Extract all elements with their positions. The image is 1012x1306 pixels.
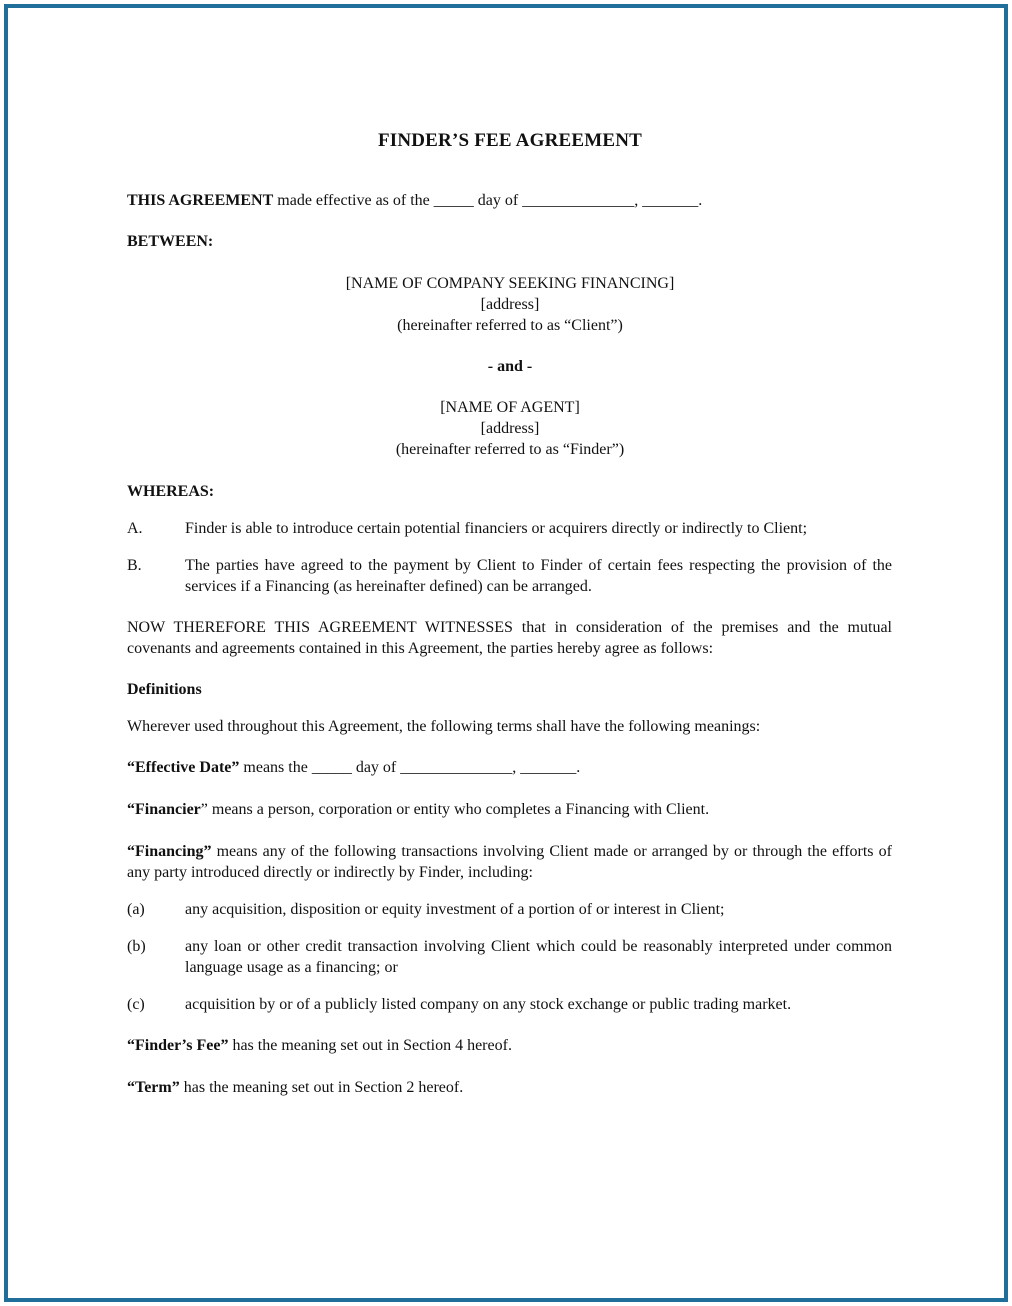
definition-text: means the _____ day of ______________, _______. — [239, 759, 581, 776]
finder-reference: (hereinafter referred to as “Finder”) — [395, 441, 625, 458]
financing-item-marker: (c) — [127, 996, 145, 1013]
financing-item-text: any acquisition, disposition or equity investment of a portion of or interest in Client; — [185, 901, 725, 918]
definition-effective-date — [127, 757, 892, 778]
recital-text: The parties have agreed to the payment by Client to Finder of certain fees respecting the provision of the services if a Financing (as hereinafter defined) can be arranged. — [185, 557, 892, 595]
definition-term: “Finder’s Fee” — [127, 1037, 229, 1054]
definition-term: “Financing” — [127, 843, 212, 860]
finder-address: [address] — [480, 420, 540, 437]
intro-lead: THIS AGREEMENT — [127, 192, 274, 209]
definition-term-def — [127, 1077, 892, 1098]
definition-financier — [127, 799, 892, 820]
financing-item-marker: (b) — [127, 938, 146, 955]
finder-name: [NAME OF AGENT] — [440, 399, 580, 416]
definition-term: “Effective Date” — [127, 759, 240, 776]
definition-text: has the meaning set out in Section 4 hereof. — [228, 1037, 512, 1054]
between-label: BETWEEN: — [127, 233, 214, 250]
definitions-intro: Wherever used throughout this Agreement, the following terms shall have the following meanings: — [127, 718, 761, 735]
financing-item-marker: (a) — [127, 901, 145, 918]
client-address: [address] — [480, 296, 540, 313]
financing-item-text: any loan or other credit transaction involving Client which could be reasonably interpreted under common language usage as a financing; or — [185, 938, 892, 976]
definition-term: “Term” — [127, 1079, 180, 1096]
definition-text: means any of the following transactions involving Client made or arranged by or through the efforts of any party introduced directly or indirectly by Finder, including: — [127, 843, 892, 881]
document-page — [8, 8, 1012, 1306]
recital-marker: A. — [127, 520, 143, 537]
definition-text: has the meaning set out in Section 2 hereof. — [179, 1079, 464, 1096]
definition-term: “Financier — [127, 801, 201, 818]
witnesses-paragraph — [127, 617, 892, 659]
definition-text: ” means a person, corporation or entity who completes a Financing with Client. — [200, 801, 710, 818]
witnesses-lead: NOW THEREFORE THIS AGREEMENT WITNESSES — [127, 619, 513, 636]
definition-finders-fee — [127, 1035, 892, 1056]
financing-item-text: acquisition by or of a publicly listed company on any stock exchange or public trading market. — [185, 996, 792, 1013]
client-name: [NAME OF COMPANY SEEKING FINANCING] — [345, 275, 675, 292]
whereas-label: WHEREAS: — [127, 483, 215, 500]
document-frame — [4, 4, 1008, 1302]
recital-text: Finder is able to introduce certain potential financiers or acquirers directly or indirectly to Client; — [185, 520, 808, 537]
witnesses-text: that in consideration of the premises and the mutual covenants and agreements contained in this Agreement, the parties hereby agree as follows: — [127, 619, 892, 657]
definition-financing — [127, 841, 892, 883]
definitions-heading: Definitions — [127, 681, 202, 698]
client-reference: (hereinafter referred to as “Client”) — [397, 317, 623, 334]
intro-text: made effective as of the _____ day of ______________, _______. — [273, 192, 703, 209]
intro-paragraph — [127, 190, 892, 211]
recital-marker: B. — [127, 557, 142, 574]
document-title: FINDER’S FEE AGREEMENT — [377, 130, 643, 151]
and-separator: - and - — [487, 358, 533, 375]
